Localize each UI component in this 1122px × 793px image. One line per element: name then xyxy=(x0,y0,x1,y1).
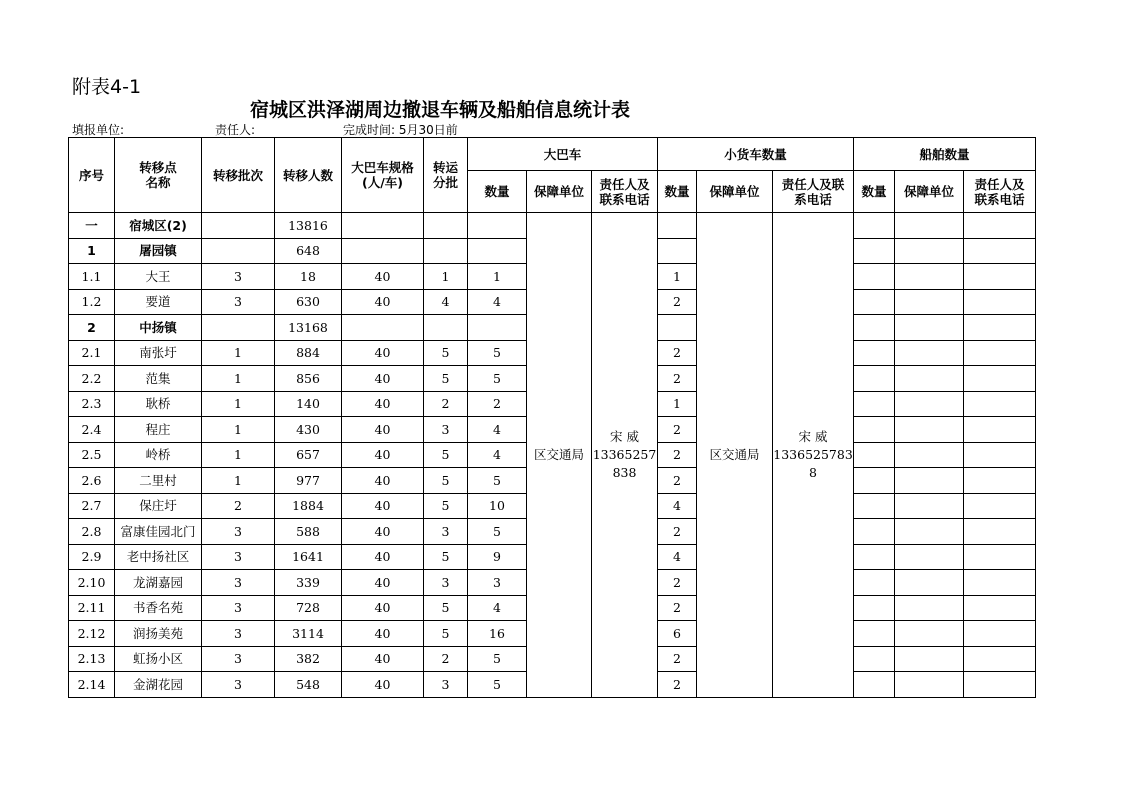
cell-batches: 3 xyxy=(202,672,275,698)
cell-point-name: 保庄圩 xyxy=(115,493,202,519)
deadline-label: 完成时间: 5月30日前 xyxy=(343,123,458,137)
cell-ship-unit xyxy=(895,570,964,596)
cell-batches xyxy=(202,238,275,264)
cell-point-name: 二里村 xyxy=(115,468,202,494)
cell-ship-qty xyxy=(854,315,895,341)
cell-ship-unit xyxy=(895,468,964,494)
cell-seq: 2.14 xyxy=(69,672,115,698)
header-bus-contact: 责任人及 联系电话 xyxy=(592,171,658,213)
cell-people: 382 xyxy=(275,646,342,672)
cell-ship-unit xyxy=(895,493,964,519)
cell-ship-qty xyxy=(854,366,895,392)
cell-truck-qty: 2 xyxy=(658,595,697,621)
cell-ship-unit xyxy=(895,391,964,417)
header-bus-group: 大巴车 xyxy=(468,138,658,171)
cell-transfer-batch: 3 xyxy=(424,570,468,596)
cell-transfer-batch xyxy=(424,213,468,239)
cell-batches: 1 xyxy=(202,417,275,443)
cell-people: 856 xyxy=(275,366,342,392)
cell-ship-contact xyxy=(964,238,1036,264)
cell-ship-unit xyxy=(895,544,964,570)
cell-ship-qty xyxy=(854,519,895,545)
cell-transfer-batch: 5 xyxy=(424,340,468,366)
cell-bus-spec: 40 xyxy=(342,264,424,290)
header-bus-unit: 保障单位 xyxy=(527,171,592,213)
cell-bus-spec: 40 xyxy=(342,493,424,519)
cell-batches: 3 xyxy=(202,646,275,672)
cell-truck-qty: 2 xyxy=(658,519,697,545)
cell-truck-qty: 1 xyxy=(658,264,697,290)
cell-batches: 1 xyxy=(202,468,275,494)
cell-bus-qty: 5 xyxy=(468,646,527,672)
cell-transfer-batch: 2 xyxy=(424,391,468,417)
header-ship-group: 船舶数量 xyxy=(854,138,1036,171)
cell-ship-contact xyxy=(964,442,1036,468)
cell-people: 548 xyxy=(275,672,342,698)
cell-transfer-batch: 3 xyxy=(424,672,468,698)
cell-transfer-batch xyxy=(424,238,468,264)
cell-seq: 2.1 xyxy=(69,340,115,366)
cell-people: 588 xyxy=(275,519,342,545)
cell-point-name: 金湖花园 xyxy=(115,672,202,698)
cell-point-name: 富康佳园北门 xyxy=(115,519,202,545)
cell-ship-unit xyxy=(895,621,964,647)
fill-unit-label: 填报单位: xyxy=(72,123,125,137)
cell-batches: 3 xyxy=(202,519,275,545)
cell-ship-unit xyxy=(895,672,964,698)
cell-ship-qty xyxy=(854,442,895,468)
header-bus-qty: 数量 xyxy=(468,171,527,213)
cell-ship-qty xyxy=(854,213,895,239)
cell-point-name: 宿城区(2) xyxy=(115,213,202,239)
bus-support-contact: 宋 威 13365257 838 xyxy=(592,213,658,698)
cell-ship-unit xyxy=(895,442,964,468)
cell-seq: 1.1 xyxy=(69,264,115,290)
header-point-name: 转移点 名称 xyxy=(115,138,202,213)
cell-people: 648 xyxy=(275,238,342,264)
cell-truck-qty: 6 xyxy=(658,621,697,647)
cell-ship-qty xyxy=(854,570,895,596)
cell-ship-qty xyxy=(854,417,895,443)
cell-truck-qty: 2 xyxy=(658,468,697,494)
header-ship-contact: 责任人及 联系电话 xyxy=(964,171,1036,213)
cell-people: 1641 xyxy=(275,544,342,570)
cell-seq: 2.4 xyxy=(69,417,115,443)
cell-ship-contact xyxy=(964,340,1036,366)
header-seq: 序号 xyxy=(69,138,115,213)
cell-seq: 2.11 xyxy=(69,595,115,621)
cell-ship-unit xyxy=(895,264,964,290)
cell-ship-contact xyxy=(964,519,1036,545)
cell-bus-qty: 2 xyxy=(468,391,527,417)
cell-people: 13816 xyxy=(275,213,342,239)
cell-transfer-batch: 3 xyxy=(424,519,468,545)
cell-batches: 1 xyxy=(202,442,275,468)
cell-point-name: 南张圩 xyxy=(115,340,202,366)
cell-ship-qty xyxy=(854,544,895,570)
cell-ship-contact xyxy=(964,289,1036,315)
annex-label: 附表4-1 xyxy=(72,76,142,98)
cell-truck-qty xyxy=(658,213,697,239)
header-truck-unit: 保障单位 xyxy=(697,171,773,213)
cell-transfer-batch: 5 xyxy=(424,442,468,468)
header-ship-qty: 数量 xyxy=(854,171,895,213)
cell-bus-qty xyxy=(468,238,527,264)
cell-people: 630 xyxy=(275,289,342,315)
cell-bus-qty: 1 xyxy=(468,264,527,290)
cell-ship-unit xyxy=(895,646,964,672)
cell-batches xyxy=(202,315,275,341)
cell-bus-spec: 40 xyxy=(342,519,424,545)
cell-ship-unit xyxy=(895,340,964,366)
cell-bus-spec: 40 xyxy=(342,289,424,315)
cell-bus-spec: 40 xyxy=(342,595,424,621)
cell-ship-unit xyxy=(895,315,964,341)
cell-people: 3114 xyxy=(275,621,342,647)
cell-ship-unit xyxy=(895,366,964,392)
cell-ship-qty xyxy=(854,289,895,315)
cell-point-name: 老中扬社区 xyxy=(115,544,202,570)
cell-truck-qty: 4 xyxy=(658,544,697,570)
cell-batches: 3 xyxy=(202,570,275,596)
cell-bus-spec: 40 xyxy=(342,570,424,596)
cell-truck-qty xyxy=(658,315,697,341)
cell-ship-contact xyxy=(964,493,1036,519)
cell-bus-spec: 40 xyxy=(342,621,424,647)
cell-batches: 1 xyxy=(202,391,275,417)
cell-truck-qty: 2 xyxy=(658,340,697,366)
cell-ship-unit xyxy=(895,519,964,545)
cell-transfer-batch: 5 xyxy=(424,595,468,621)
cell-truck-qty: 2 xyxy=(658,366,697,392)
cell-batches: 1 xyxy=(202,340,275,366)
cell-ship-qty xyxy=(854,493,895,519)
cell-ship-qty xyxy=(854,238,895,264)
cell-truck-qty xyxy=(658,238,697,264)
cell-transfer-batch: 5 xyxy=(424,544,468,570)
cell-bus-qty: 10 xyxy=(468,493,527,519)
cell-seq: 一 xyxy=(69,213,115,239)
cell-batches: 3 xyxy=(202,621,275,647)
cell-transfer-batch: 4 xyxy=(424,289,468,315)
cell-truck-qty: 2 xyxy=(658,672,697,698)
cell-ship-qty xyxy=(854,646,895,672)
cell-people: 430 xyxy=(275,417,342,443)
table-body xyxy=(69,213,1036,698)
cell-bus-qty: 4 xyxy=(468,289,527,315)
header-transfer-batch: 转运 分批 xyxy=(424,138,468,213)
cell-point-name: 范集 xyxy=(115,366,202,392)
responsible-person-label: 责任人: xyxy=(215,123,256,137)
cell-ship-unit xyxy=(895,595,964,621)
cell-ship-unit xyxy=(895,213,964,239)
cell-seq: 2 xyxy=(69,315,115,341)
cell-truck-qty: 1 xyxy=(658,391,697,417)
cell-batches: 3 xyxy=(202,544,275,570)
truck-support-contact: 宋 威 1336525783 8 xyxy=(773,213,854,698)
cell-bus-spec: 40 xyxy=(342,468,424,494)
cell-transfer-batch: 5 xyxy=(424,621,468,647)
cell-people: 977 xyxy=(275,468,342,494)
cell-ship-unit xyxy=(895,238,964,264)
cell-ship-qty xyxy=(854,672,895,698)
cell-point-name: 程庄 xyxy=(115,417,202,443)
cell-point-name: 中扬镇 xyxy=(115,315,202,341)
cell-transfer-batch: 5 xyxy=(424,493,468,519)
cell-transfer-batch xyxy=(424,315,468,341)
header-ship-unit: 保障单位 xyxy=(895,171,964,213)
truck-support-unit: 区交通局 xyxy=(697,213,773,698)
header-truck-group: 小货车数量 xyxy=(658,138,854,171)
cell-bus-spec: 40 xyxy=(342,646,424,672)
header-batches: 转移批次 xyxy=(202,138,275,213)
cell-truck-qty: 4 xyxy=(658,493,697,519)
cell-point-name: 书香名苑 xyxy=(115,595,202,621)
cell-ship-contact xyxy=(964,468,1036,494)
cell-bus-spec: 40 xyxy=(342,391,424,417)
cell-bus-spec: 40 xyxy=(342,366,424,392)
cell-point-name: 龙湖嘉园 xyxy=(115,570,202,596)
cell-ship-contact xyxy=(964,621,1036,647)
page-title: 宿城区洪泽湖周边撤退车辆及船舶信息统计表 xyxy=(250,99,631,121)
cell-batches: 3 xyxy=(202,264,275,290)
cell-seq: 2.7 xyxy=(69,493,115,519)
cell-transfer-batch: 2 xyxy=(424,646,468,672)
cell-ship-contact xyxy=(964,570,1036,596)
cell-transfer-batch: 3 xyxy=(424,417,468,443)
cell-ship-qty xyxy=(854,621,895,647)
cell-bus-spec xyxy=(342,238,424,264)
cell-ship-qty xyxy=(854,595,895,621)
cell-seq: 2.9 xyxy=(69,544,115,570)
cell-point-name: 屠园镇 xyxy=(115,238,202,264)
cell-truck-qty: 2 xyxy=(658,570,697,596)
cell-bus-spec: 40 xyxy=(342,544,424,570)
cell-ship-contact xyxy=(964,213,1036,239)
cell-people: 140 xyxy=(275,391,342,417)
cell-bus-spec: 40 xyxy=(342,442,424,468)
cell-bus-spec: 40 xyxy=(342,340,424,366)
cell-ship-contact xyxy=(964,544,1036,570)
cell-truck-qty: 2 xyxy=(658,646,697,672)
cell-bus-qty: 5 xyxy=(468,366,527,392)
cell-seq: 2.10 xyxy=(69,570,115,596)
cell-people: 1884 xyxy=(275,493,342,519)
table-row xyxy=(69,213,1036,239)
cell-ship-qty xyxy=(854,468,895,494)
cell-bus-qty: 16 xyxy=(468,621,527,647)
cell-truck-qty: 2 xyxy=(658,442,697,468)
cell-ship-contact xyxy=(964,264,1036,290)
cell-seq: 2.12 xyxy=(69,621,115,647)
cell-batches: 1 xyxy=(202,366,275,392)
cell-ship-qty xyxy=(854,391,895,417)
cell-bus-spec xyxy=(342,315,424,341)
header-bus-spec: 大巴车规格 (人/车) xyxy=(342,138,424,213)
cell-batches xyxy=(202,213,275,239)
cell-bus-qty: 5 xyxy=(468,340,527,366)
cell-ship-contact xyxy=(964,391,1036,417)
cell-ship-contact xyxy=(964,366,1036,392)
cell-truck-qty: 2 xyxy=(658,417,697,443)
cell-bus-spec: 40 xyxy=(342,672,424,698)
header-truck-qty: 数量 xyxy=(658,171,697,213)
cell-ship-qty xyxy=(854,264,895,290)
cell-seq: 2.3 xyxy=(69,391,115,417)
cell-people: 18 xyxy=(275,264,342,290)
cell-people: 339 xyxy=(275,570,342,596)
cell-ship-contact xyxy=(964,315,1036,341)
cell-people: 13168 xyxy=(275,315,342,341)
cell-seq: 2.8 xyxy=(69,519,115,545)
cell-bus-qty: 9 xyxy=(468,544,527,570)
header-people: 转移人数 xyxy=(275,138,342,213)
cell-seq: 2.13 xyxy=(69,646,115,672)
statistics-table xyxy=(68,137,1036,698)
cell-bus-qty: 4 xyxy=(468,595,527,621)
cell-seq: 1 xyxy=(69,238,115,264)
cell-ship-unit xyxy=(895,417,964,443)
cell-bus-spec: 40 xyxy=(342,417,424,443)
cell-people: 884 xyxy=(275,340,342,366)
cell-point-name: 大王 xyxy=(115,264,202,290)
cell-transfer-batch: 1 xyxy=(424,264,468,290)
header-truck-contact: 责任人及联 系电话 xyxy=(773,171,854,213)
cell-people: 728 xyxy=(275,595,342,621)
cell-ship-contact xyxy=(964,672,1036,698)
cell-bus-qty: 5 xyxy=(468,672,527,698)
cell-bus-qty: 4 xyxy=(468,442,527,468)
cell-bus-qty: 5 xyxy=(468,519,527,545)
cell-batches: 2 xyxy=(202,493,275,519)
cell-point-name: 虹扬小区 xyxy=(115,646,202,672)
cell-bus-qty: 3 xyxy=(468,570,527,596)
cell-ship-unit xyxy=(895,289,964,315)
cell-ship-contact xyxy=(964,417,1036,443)
cell-point-name: 要道 xyxy=(115,289,202,315)
bus-support-unit: 区交通局 xyxy=(527,213,592,698)
cell-bus-qty: 4 xyxy=(468,417,527,443)
cell-bus-spec xyxy=(342,213,424,239)
cell-truck-qty: 2 xyxy=(658,289,697,315)
cell-seq: 2.6 xyxy=(69,468,115,494)
cell-transfer-batch: 5 xyxy=(424,366,468,392)
cell-seq: 2.2 xyxy=(69,366,115,392)
cell-ship-contact xyxy=(964,646,1036,672)
cell-ship-qty xyxy=(854,340,895,366)
cell-seq: 2.5 xyxy=(69,442,115,468)
cell-bus-qty: 5 xyxy=(468,468,527,494)
cell-batches: 3 xyxy=(202,595,275,621)
cell-point-name: 岭桥 xyxy=(115,442,202,468)
cell-people: 657 xyxy=(275,442,342,468)
cell-point-name: 润扬美苑 xyxy=(115,621,202,647)
cell-seq: 1.2 xyxy=(69,289,115,315)
cell-bus-qty xyxy=(468,315,527,341)
cell-point-name: 耿桥 xyxy=(115,391,202,417)
cell-bus-qty xyxy=(468,213,527,239)
cell-ship-contact xyxy=(964,595,1036,621)
cell-batches: 3 xyxy=(202,289,275,315)
cell-transfer-batch: 5 xyxy=(424,468,468,494)
